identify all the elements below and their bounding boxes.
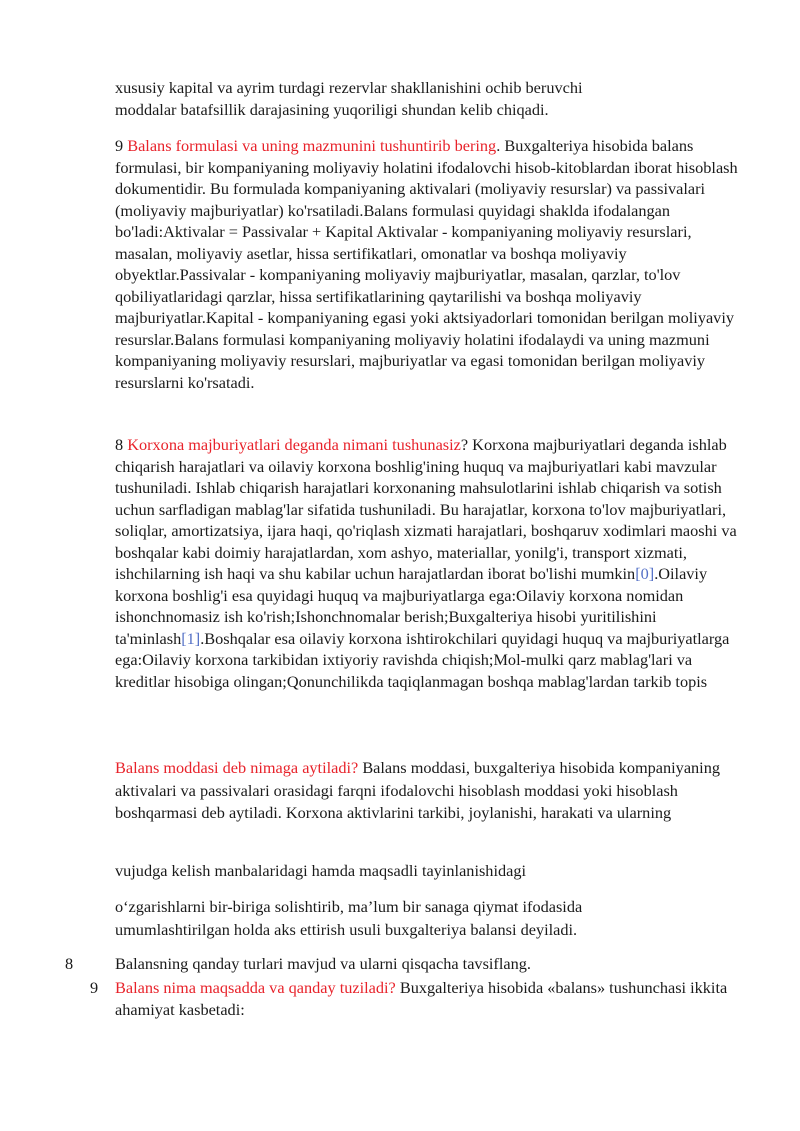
list-number: 9 [90, 978, 99, 997]
list-item-body: Buxgalteriya hisobida «balans» tushunchasi ikkita ahamiyat kasbetadi: [115, 978, 728, 1019]
paragraph-body-2: .Oilaviy korxona boshlig'i esa quyidagi huquq va majburiyatlarga ega:Oilaviy korxona nomidan ishonchnomasiz ish ko'rish;Ishonchnomalar berish;Buxgalteriya hisobi yuritilishini ta'minlash [115, 564, 708, 648]
question-heading: Balans formulasi va uning mazmunini tushuntirib bering [127, 136, 497, 155]
question-heading: Balans moddasi deb nimaga aytiladi? [115, 758, 359, 777]
paragraph-body: Balans moddasi, buxgalteriya hisobida kompaniyaning aktivalari va passivalari orasidagi farqni ifodalovchi hisoblash moddasi yoki hisoblash boshqarmasi deb aytiladi. Korxona aktivlarini tarkibi, joylanishi, harakati va ularning [115, 758, 720, 823]
citation-link-1[interactable]: [1] [181, 628, 201, 648]
list-item-text [115, 977, 745, 1021]
paragraph-body-1: ? Korxona majburiyatlari deganda ishlab chiqarish harajatlari va oilaviy korxona boshlig'ining huquq va majburiyatlari kabi mavzular tushuniladi. Ishlab chiqarish harajatlari korxonaning mahsulotlarini ishlab chiqarish va sotish uchun sarfladigan mablag'lar sifatida tushuniladi. Bu harajatlar, korxona to'lov majburiyatlari, soliqlar, amortizatsiya, ijara haqi, qo'riqlash xizmati harajatlari, boshqaruv xodimlari maoshi va boshqalar kabi doimiy harajatlardan, xom ashyo, materiallar, yonilg'i, transport xizmati, ishchilarning ish haqi va shu kabilar uchun harajatlardan iborat bo'lishi mumkin [115, 435, 737, 583]
list-number: 8 [65, 954, 74, 973]
ozgarishlar-line-1: o‘zgarishlarni bir-biriga solishtirib, ma’lum bir sanaga qiymat ifodasida [115, 897, 583, 916]
paragraph-number: 8 [115, 435, 128, 454]
question-heading: Korxona majburiyatlari deganda nimani tushunasiz [127, 435, 461, 454]
citation-link-0[interactable]: [0] [635, 564, 655, 583]
question-heading: Balans nima maqsadda va qanday tuziladi? [115, 978, 396, 997]
paragraph-ozgarishlar [115, 895, 745, 941]
paragraph-9-balans-formulasi [115, 135, 745, 393]
ozgarishlar-line-2: umumlashtirilgan holda aks ettirish usuli buxgalteriya balansi deyiladi. [115, 920, 578, 939]
intro-line-2: moddalar batafsillik darajasining yuqoriligi shundan kelib chiqadi. [115, 99, 549, 119]
list-item-text: Balansning qanday turlari mavjud va ularni qisqacha tavsiflang. [115, 954, 531, 973]
intro-line-1: xususiy kapital va ayrim turdagi rezervlar shakllanishini ochib beruvchi [115, 78, 583, 97]
paragraph-intro [115, 77, 745, 120]
paragraph-balans-moddasi [115, 757, 745, 825]
paragraph-body-3: .Boshqalar esa oilaviy korxona ishtirokchilari quyidagi huquq va majburiyatlarga ega:Oilaviy korxona tarkibidan ixtiyoriy ravishda chiqish;Mol-mulki qarz mablag'lari va kreditlar hisobiga olingan;Qonunchilikda taqiqlanmagan boshqa mablag'lardan tarkib topis [115, 628, 730, 691]
paragraph-8-korxona-majburiyatlari [115, 434, 745, 692]
paragraph-number: 9 [115, 136, 128, 155]
paragraph-body: . Buxgalteriya hisobida balans formulasi, bir kompaniyaning moliyaviy holatini ifodalovchi hisob-kitoblardan iborat hisoblash dokumentidir. Bu formulada kompaniyaning aktivalari (moliyaviy resurslar) va passivalari (moliyaviy majburiyatlar) ko'rsatiladi.Balans formulasi quyidagi shaklda ifodalangan bo'ladi:Aktivalar = Passivalar + Kapital Aktivalar - kompaniyaning moliyaviy resurslari, masalan, moliyaviy asetlar, hissa sertifikatlari, omonatlar va boshqa moliyaviy obyektlar.Passivalar - kompaniyaning moliyaviy majburiyatlar, masalan, qarzlar, to'lov qobiliyatlaridagi qarzlar, hissa sertifikatlarining qaytarilishi va boshqa moliyaviy majburiyatlar.Kapital - kompaniyaning egasi yoki aktsiyadorlari tomonidan berilgan moliyaviy resurslar.Balans formulasi kompaniyaning moliyaviy holatini ifodalaydi va uning mazmuni kompaniyaning moliyaviy resurslari, majburiyatlar va egasi tomonidan berilgan moliyaviy resurslarni ko'rsatadi. [115, 136, 738, 392]
paragraph-vujudga: vujudga kelish manbalaridagi hamda maqsadli tayinlanishidagi [115, 861, 526, 880]
